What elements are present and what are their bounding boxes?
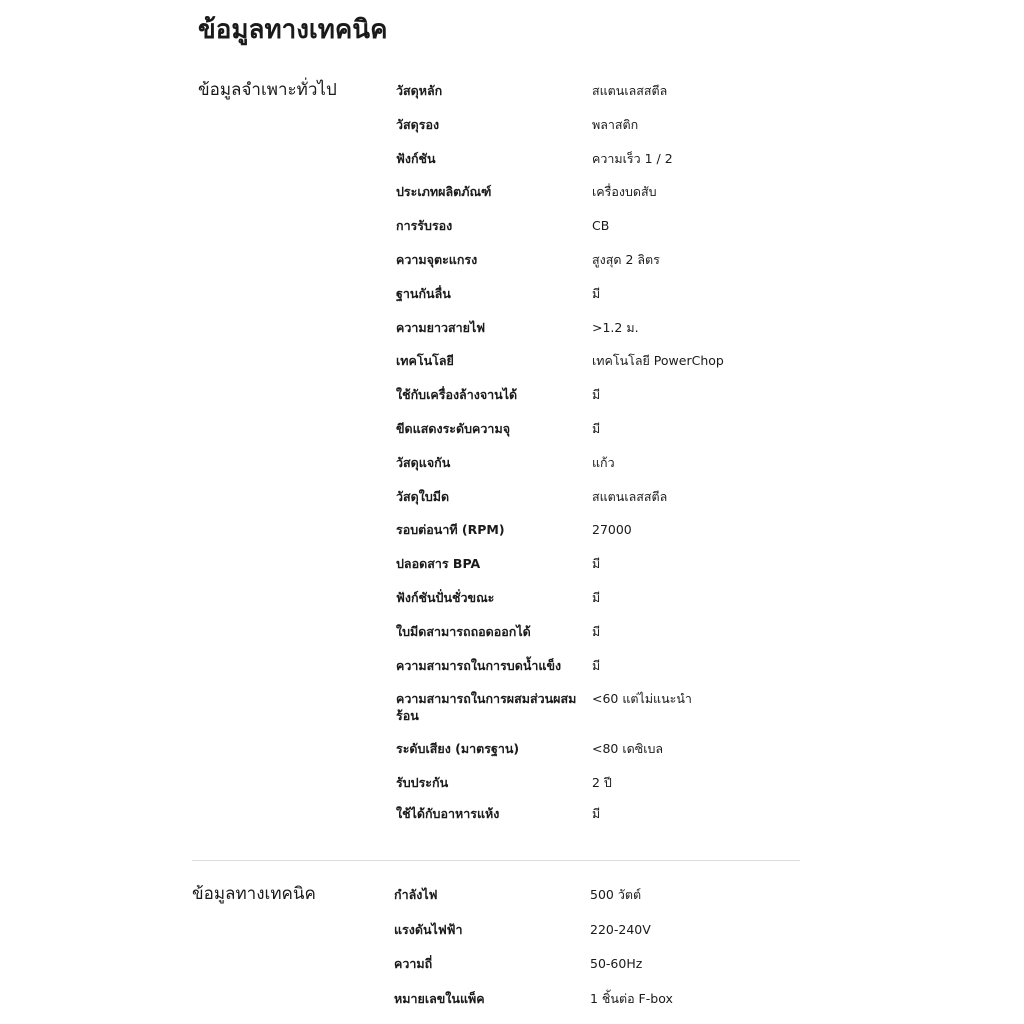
spec-label: วัสดุแจกัน — [396, 454, 451, 470]
spec-row — [394, 921, 673, 938]
spec-row — [396, 420, 724, 437]
spec-label: กำลังไฟ — [394, 887, 438, 902]
spec-value: มี — [592, 285, 601, 301]
spec-row — [396, 386, 724, 403]
spec-value: ความเร็ว 1 / 2 — [592, 150, 673, 166]
spec-value: มี — [592, 589, 601, 605]
spec-value: สแตนเลสสตีล — [592, 83, 668, 98]
spec-row — [396, 488, 724, 505]
spec-row — [396, 740, 724, 757]
spec-value: <60 แต่ไม่แนะนำ — [592, 691, 692, 707]
section-heading: ข้อมูลทางเทคนิค — [192, 884, 316, 904]
spec-label: รอบต่อนาที (RPM) — [396, 522, 505, 538]
spec-label: ฟังก์ชันปั่นชั่วขณะ — [396, 589, 495, 605]
spec-row — [396, 82, 724, 99]
spec-row — [396, 690, 724, 724]
spec-value: เครื่องบดสับ — [592, 184, 657, 200]
spec-label: การรับรอง — [396, 218, 453, 234]
spec-value: >1.2 ม. — [592, 319, 639, 335]
spec-label: รับประกัน — [396, 775, 449, 791]
spec-value: มี — [592, 387, 601, 403]
spec-value: 1 ชิ้นต่อ F-box — [590, 990, 673, 1006]
spec-value: มี — [592, 806, 601, 822]
spec-value: พลาสติก — [592, 116, 639, 132]
spec-row — [396, 352, 724, 369]
spec-row — [396, 319, 724, 336]
spec-value: สูงสุด 2 ลิตร — [592, 251, 660, 267]
spec-label: ใช้กับเครื่องล้างจานได้ — [396, 387, 518, 403]
section-divider — [192, 860, 800, 861]
spec-row — [396, 589, 724, 606]
spec-label: ใบมีดสามารถถอดออกได้ — [396, 623, 531, 639]
spec-label: วัสดุใบมีด — [396, 488, 450, 504]
spec-value: เทคโนโลยี PowerChop — [592, 353, 724, 369]
spec-label: วัสดุหลัก — [396, 83, 443, 98]
spec-row — [396, 555, 724, 572]
spec-value: มี — [592, 657, 601, 673]
spec-row — [396, 774, 724, 791]
page-title: ข้อมูลทางเทคนิค — [198, 15, 388, 45]
spec-row — [396, 623, 724, 640]
spec-value: 27000 — [592, 522, 632, 538]
spec-label: ประเภทผลิตภัณฑ์ — [396, 184, 492, 200]
spec-value: 220-240V — [590, 921, 651, 937]
spec-value: CB — [592, 218, 610, 234]
spec-value: <80 เดซิเบล — [592, 741, 664, 757]
spec-value: แก้ว — [592, 454, 615, 470]
spec-label: ขีดแสดงระดับความจุ — [396, 420, 511, 436]
spec-label: ฐานกันลื่น — [396, 285, 451, 301]
spec-label: ความยาวสายไฟ — [396, 319, 486, 335]
spec-value: มี — [592, 623, 601, 639]
spec-value: 500 วัตต์ — [590, 887, 642, 902]
spec-label: ความสามารถในการบดน้ำแข็ง — [396, 657, 562, 673]
spec-list — [396, 82, 724, 839]
spec-label: ฟังก์ชัน — [396, 150, 436, 166]
spec-label: ปลอดสาร BPA — [396, 556, 481, 572]
spec-label: แรงดันไฟฟ้า — [394, 921, 463, 937]
spec-row — [394, 990, 673, 1007]
spec-label: ใช้ได้กับอาหารแห้ง — [396, 806, 500, 822]
spec-label: ระดับเสียง (มาตรฐาน) — [396, 741, 520, 757]
spec-row — [396, 150, 724, 167]
spec-row — [396, 521, 724, 538]
spec-label: วัสดุรอง — [396, 116, 440, 132]
spec-row — [396, 657, 724, 674]
spec-row — [396, 805, 724, 822]
spec-label: เทคโนโลยี — [396, 353, 454, 369]
spec-row — [394, 886, 673, 903]
spec-row — [396, 116, 724, 133]
spec-row — [396, 285, 724, 302]
spec-row — [396, 454, 724, 471]
spec-row — [396, 183, 724, 200]
spec-row — [396, 251, 724, 268]
spec-label: ความจุตะแกรง — [396, 251, 478, 267]
spec-label: ความถี่ — [394, 956, 433, 971]
spec-value: สแตนเลสสตีล — [592, 488, 668, 504]
section-heading: ข้อมูลจำเพาะทั่วไป — [198, 80, 337, 100]
spec-value: มี — [592, 420, 601, 436]
spec-label: ความสามารถในการผสมส่วนผสมร้อน — [396, 691, 577, 724]
spec-row — [394, 955, 673, 972]
spec-value: 2 ปี — [592, 775, 612, 791]
spec-list — [394, 886, 673, 1024]
spec-value: 50-60Hz — [590, 956, 643, 971]
spec-value: มี — [592, 556, 601, 572]
spec-label: หมายเลขในแพ็ค — [394, 990, 485, 1006]
spec-row — [396, 217, 724, 234]
